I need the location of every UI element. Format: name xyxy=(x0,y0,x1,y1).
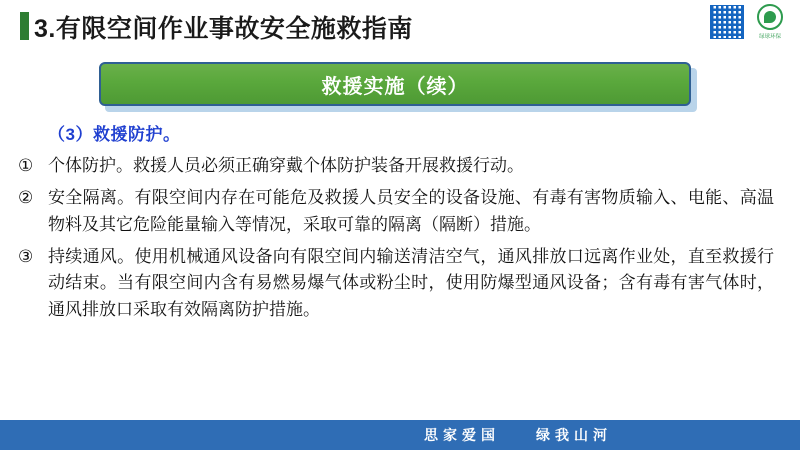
page-header xyxy=(0,0,800,52)
logo-group xyxy=(710,4,792,40)
list-item xyxy=(18,244,782,323)
brand-label: 绿球环保 xyxy=(758,34,782,40)
header-accent-bar xyxy=(20,12,29,40)
subsection-heading: （3）救援防护。 xyxy=(48,125,181,144)
list-item-marker: ② xyxy=(18,188,34,208)
content-body xyxy=(0,120,800,329)
list-item xyxy=(18,185,782,238)
list-item xyxy=(18,153,782,179)
qr-code-icon xyxy=(710,5,744,39)
section-banner-label: 救援实施（续） xyxy=(321,75,469,98)
list-item-marker: ① xyxy=(18,156,34,175)
leaf-circle-icon xyxy=(757,4,783,30)
section-banner xyxy=(99,62,691,106)
page-title: 3.有限空间作业事故安全施救指南 xyxy=(34,15,413,43)
list-item-text: 个体防护。救援人员必须正确穿戴个体防护装备开展救援行动。 xyxy=(48,156,524,175)
brand-logo xyxy=(748,4,792,40)
list-item-text: 安全隔离。有限空间内存在可能危及救援人员安全的设备设施、有毒有害物质输入、电能、高温物料及其它危险能量输入等情况，采取可靠的隔离（隔断）措施。 xyxy=(48,188,774,234)
page-footer xyxy=(0,420,800,450)
footer-slogan-left: 思家爱国 xyxy=(424,427,500,443)
list-item-text: 持续通风。使用机械通风设备向有限空间内输送清洁空气，通风排放口远离作业处，直至救援行动结束。当有限空间内含有易燃易爆气体或粉尘时，使用防爆型通风设备；含有毒有害气体时，通风排放口采取有效隔离防护措施。 xyxy=(48,247,774,319)
list-item-marker: ③ xyxy=(18,247,34,267)
footer-slogan-right: 绿我山河 xyxy=(536,427,612,443)
